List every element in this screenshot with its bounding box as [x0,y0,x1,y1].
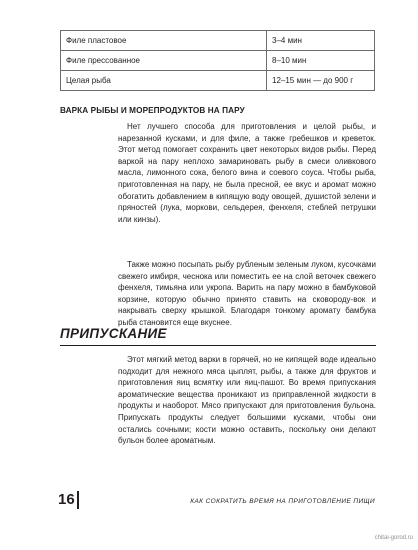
table-cell-item: Целая рыба [61,71,267,91]
steaming-paragraph-2: Также можно посыпать рыбу рубленым зеленым луком, кусочками свежего имбиря, чеснока или поместить ее на слой веточек свежего фенхеля, тимьяна или укропа. Варить на пару можно в бамбуковой корзине, которую обычно принято ставить на сковороду-вок и накрывать сверху крышкой. Благодаря тонкому аромату бамбука рыба становится еще вкуснее. [118,260,376,327]
steaming-paragraph-1: Нет лучшего способа для приготовления и целой рыбы, и нарезанной кусками, и для филе, а также гребешков и креветок. Этот метод помогает сохранить цвет некоторых видов рыбы. Перед варкой на пару неплохо замариновать рыбу в смеси оливкового масла, лимонного сока, белого вина и соевого соуса. Чтобы рыба, приготовленная на пару, не была пресной, ее вкус и аромат можно обогатить добавлением в кипящую воду овощей, душистой зелени и пряностей (лука, моркови, сельдерея, фенхеля, стеблей петрушки или кинзы). [118,122,376,224]
cooking-times-table [60,30,375,91]
table-row [61,71,375,91]
table-cell-item: Филе пластовое [61,31,267,51]
watermark: chitai-gorod.ru [374,535,413,541]
table-cell-time: 3–4 мин [267,31,375,51]
page-number: 16 [58,491,75,508]
table-cell-time: 12–15 мин — до 900 г [267,71,375,91]
table-cell-item: Филе прессованное [61,51,267,71]
section-divider [60,345,376,346]
running-head: КАК СОКРАТИТЬ ВРЕМЯ НА ПРИГОТОВЛЕНИЕ ПИЩИ [190,498,375,505]
poaching-heading: ПРИПУСКАНИЕ [60,326,167,341]
steaming-heading: ВАРКА РЫБЫ И МОРЕПРОДУКТОВ НА ПАРУ [60,106,245,115]
poaching-paragraph: Этот мягкий метод варки в горячей, но не кипящей воде идеально подходит для нежного мяса цыплят, рыбы, а также для фруктов и приготовления яиц всмятку или яиц-пашот. Во время припускания ароматические вещества проникают из приправленной жидкости в продукты и наоборот. Мясо припускают для приготовления бульона. Припускать продукты следует большими кусками, чтобы они остались сочными; кости можно оставить, поскольку они делают бульон более ароматным. [118,355,376,446]
table-row [61,51,375,71]
page-number-divider [77,491,79,509]
table-cell-time: 8–10 мин [267,51,375,71]
table-row [61,31,375,51]
